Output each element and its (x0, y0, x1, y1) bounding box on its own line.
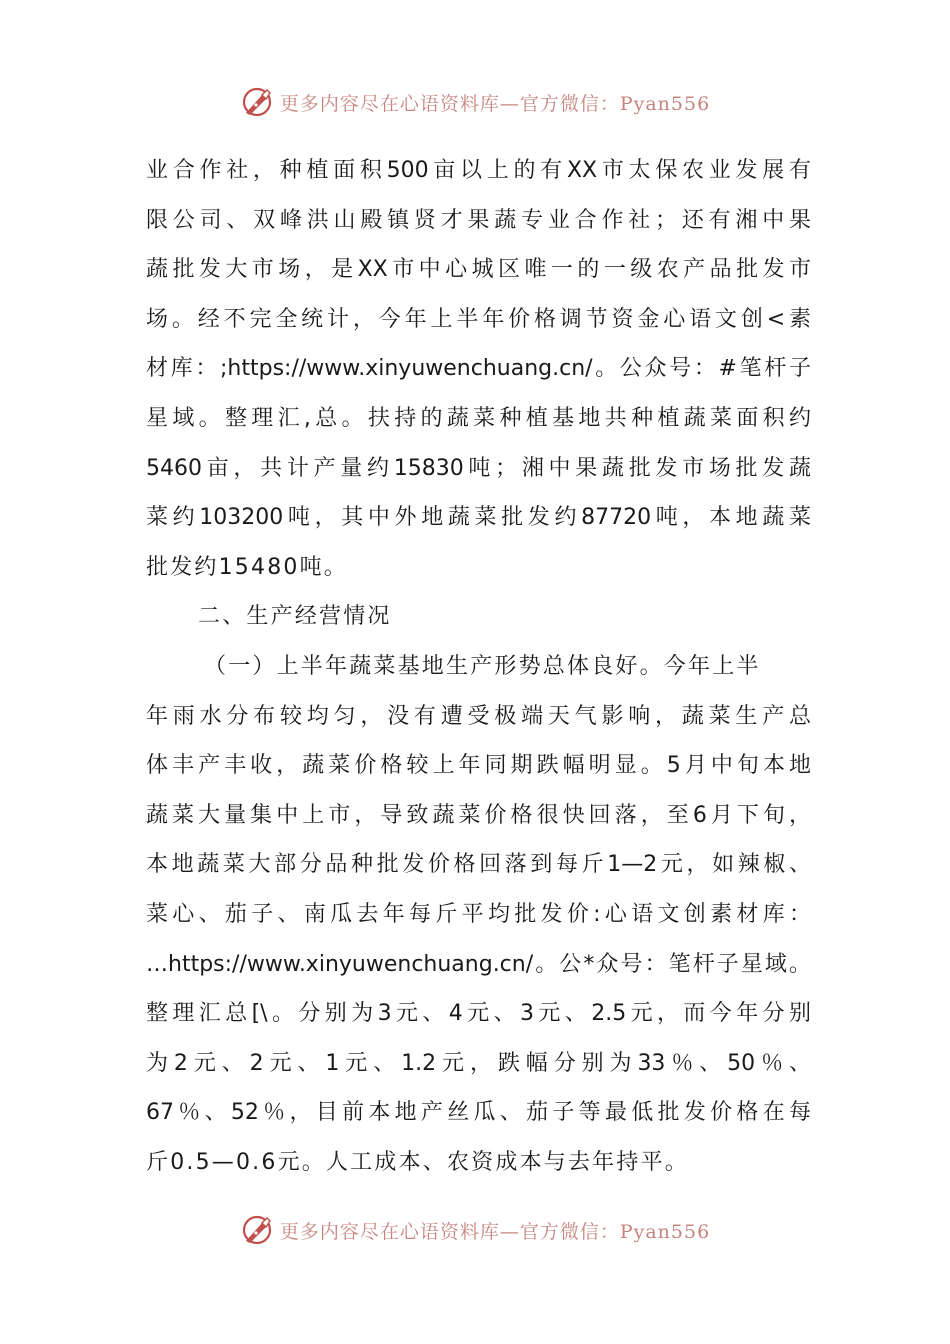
header-banner-text: 更多内容尽在心语资料库—官方微信：Pyan556 (279, 92, 711, 115)
body-line-18: 整理汇总[\。分别为3元、4元、3元、2.5元，而今年分别 (146, 1001, 811, 1027)
body-line-6: 星域。整理汇,总。扶持的蔬菜种植基地共种植蔬菜面积约 (146, 405, 811, 431)
document-body (146, 146, 811, 1187)
body-line-8: 菜约103200吨，其中外地蔬菜批发约87720吨，本地蔬菜 (146, 505, 811, 531)
footer-banner-text: 更多内容尽在心语资料库—官方微信：Pyan556 (279, 1220, 711, 1243)
body-line-17: …https://www.xinyuwenchuang.cn/。公*众号：笔杆子星域。 (146, 951, 811, 977)
body-line-20: 67％、52％，目前本地产丝瓜、茄子等最低批发价格在每 (146, 1100, 811, 1126)
body-line-13: 体丰产丰收，蔬菜价格较上年同期跌幅明显。5月中旬本地 (146, 753, 811, 779)
body-line-1: 业合作社，种植面积500亩以上的有XX市太保农业发展有 (146, 158, 811, 183)
footer-banner (0, 1210, 950, 1250)
body-line-2: 限公司、双峰洪山殿镇贤才果蔬专业合作社；还有湘中果 (146, 207, 811, 233)
body-line-14: 蔬菜大量集中上市，导致蔬菜价格很快回落，至6月下旬， (146, 802, 811, 828)
section-heading: 二、生产经营情况 (198, 604, 392, 630)
header-banner (0, 82, 950, 122)
body-line-12: 年雨水分布较均匀，没有遭受极端天气影响，蔬菜生产总 (146, 703, 811, 729)
body-line-19: 为2元、2元、1元、1.2元，跌幅分别为33％、50％、 (146, 1050, 811, 1076)
body-line-5: 材库：;https://www.xinyuwenchuang.cn/。公众号：#笔杆子 (146, 356, 811, 382)
pen-nib-logo-icon (240, 85, 274, 119)
body-line-4: 场。经不完全统计，今年上半年价格调节资金心语文创<素 (146, 306, 811, 332)
body-line-9: 批发约15480吨。 (146, 554, 348, 580)
pen-nib-logo-icon (240, 1213, 274, 1247)
body-line-7: 5460亩，共计产量约15830吨；湘中果蔬批发市场批发蔬 (146, 455, 811, 481)
body-line-15: 本地蔬菜大部分品种批发价格回落到每斤1—2元，如辣椒、 (146, 852, 811, 878)
body-line-16: 菜心、茄子、南瓜去年每斤平均批发价:心语文创素材库： (146, 901, 811, 927)
subsection-heading-line: （一）上半年蔬菜基地生产形势总体良好。今年上半 (204, 653, 761, 679)
body-line-3: 蔬批发大市场，是XX市中心城区唯一的一级农产品批发市 (146, 257, 811, 283)
body-line-21: 斤0.5—0.6元。人工成本、农资成本与去年持平。 (146, 1149, 689, 1175)
